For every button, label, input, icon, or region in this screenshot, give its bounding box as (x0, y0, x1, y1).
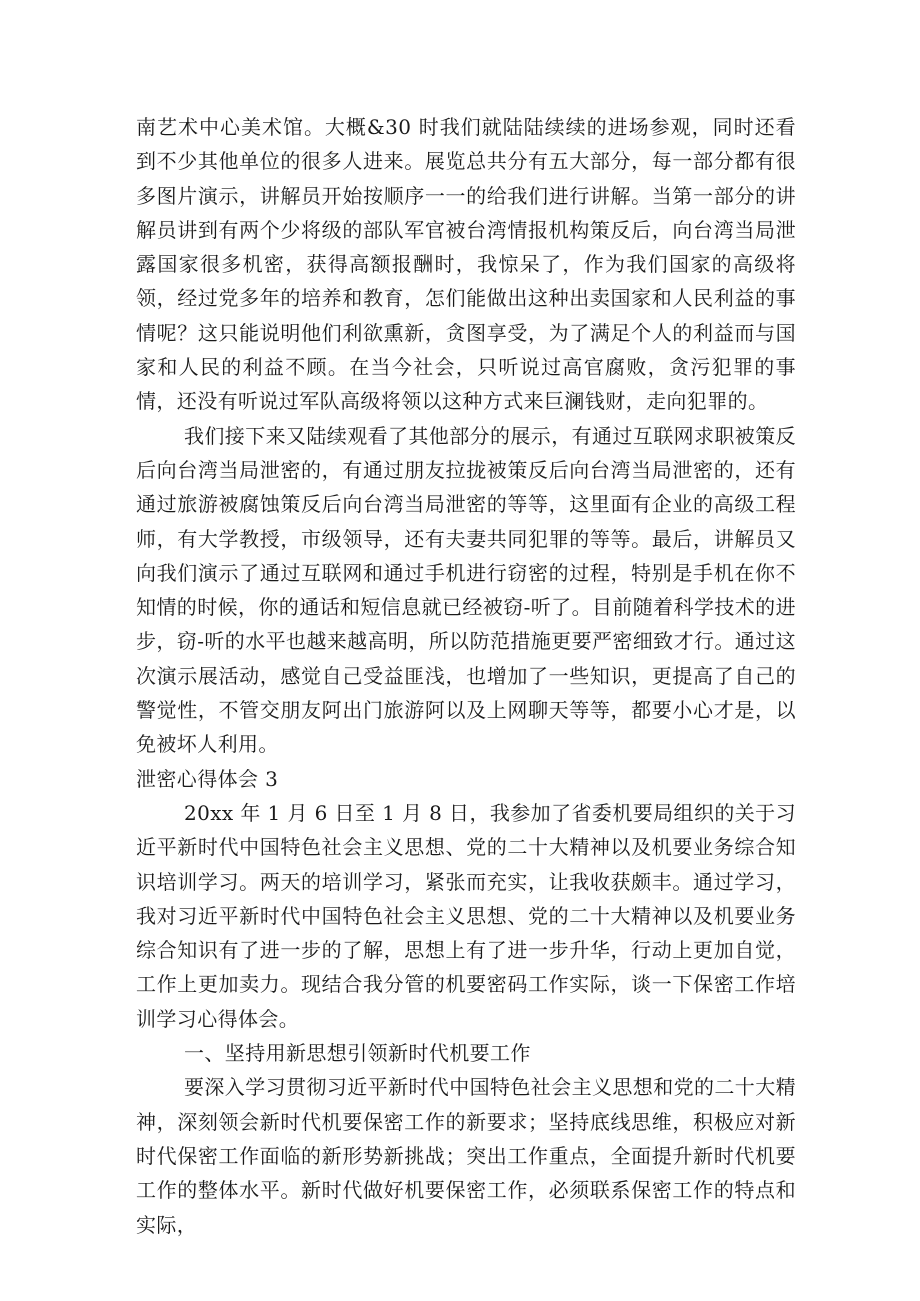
subheading-new-thought: 一、坚持用新思想引领新时代机要工作 (184, 1041, 531, 1066)
paragraph-exhibition-parts: 我们接下来又陆续观看了其他部分的展示，有通过互联网求职被策反后向台湾当局泄密的，有通过朋友拉拢被策反后向台湾当局泄密的，还有通过旅游被腐蚀策反后向台湾当局泄密的等等，这里面有企业的高级工程师，有大学教授，市级领导，还有夫妻共同犯罪的等等。最后，讲解员又向我们演示了通过互联网和通过手机进行窃密的过程，特别是手机在你不知情的时候，你的通话和短信息就已经被窃-听了。目前随着科学技术的进步，窃-听的水平也越来越高明，所以防范措施更要严密细致才行。通过这次演示展活动，感觉自己受益匪浅，也增加了一些知识，更提高了自己的警觉性，不管交朋友阿出门旅游阿以及上网聊天等等，都要小心才是，以免被坏人利用。 (136, 423, 796, 757)
section-heading: 泄密心得体会 3 (136, 766, 279, 791)
paragraph-training: 20xx 年 1 月 6 日至 1 月 8 日，我参加了省委机要局组织的关于习近平新时代中国特色社会主义思想、党的二十大精神以及机要业务综合知识培训学习。两天的培训学习，紧张而充实，让我收获颇丰。通过学习，我对习近平新时代中国特色社会主义思想、党的二十大精神以及机要业务综合知识有了进一步的了解，思想上有了进一步升华，行动上更加自觉，工作上更加卖力。现结合我分管的机要密码工作实际，谈一下保密工作培训学习心得体会。 (136, 800, 796, 1031)
paragraph-exhibition-intro: 南艺术中心美术馆。大概&30 时我们就陆陆续续的进场参观，同时还看到不少其他单位的很多人进来。展览总共分有五大部分，每一部分都有很多图片演示，讲解员开始按顺序一一的给我们进行讲解。当第一部分的讲解员讲到有两个少将级的部队军官被台湾情报机构策反后，向台湾当局泄露国家很多机密，获得高额报酬时，我惊呆了，作为我们国家的高级将领，经过党多年的培养和教育，怎们能做出这种出卖国家和人民利益的事情呢？这只能说明他们利欲熏新，贪图享受，为了满足个人的利益而与国家和人民的利益不顾。在当今社会，只听说过高官腐败，贪污犯罪的事情，还没有听说过军队高级将领以这种方式来巨澜钱财，走向犯罪的。 (136, 115, 796, 414)
paragraph-requirements: 要深入学习贯彻习近平新时代中国特色社会主义思想和党的二十大精神，深刻领会新时代机要保密工作的新要求；坚持底线思维，积极应对新时代保密工作面临的新形势新挑战；突出工作重点，全面提升新时代机要工作的整体水平。新时代做好机要保密工作，必须联系保密工作的特点和实际， (136, 1075, 796, 1237)
document-body (136, 110, 796, 1242)
